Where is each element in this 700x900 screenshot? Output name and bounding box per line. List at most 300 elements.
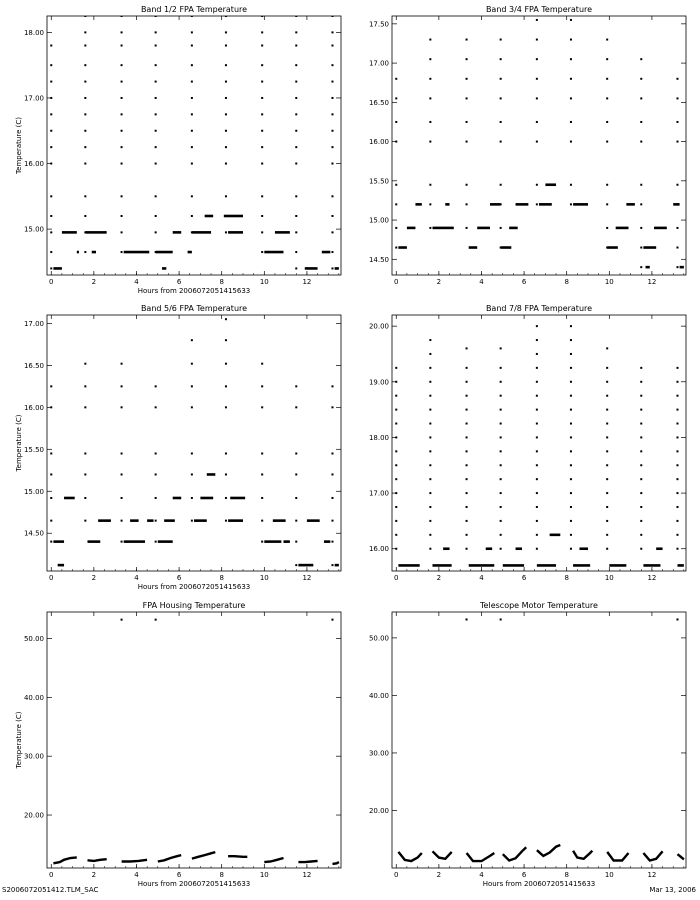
x-tick-label: 2 <box>436 278 442 286</box>
data-point <box>570 436 572 438</box>
data-point <box>640 367 642 369</box>
data-point <box>500 395 502 397</box>
chart-6 <box>369 601 686 888</box>
data-point <box>606 39 608 41</box>
data-run <box>643 246 656 249</box>
data-point <box>261 541 263 543</box>
data-point <box>640 203 642 205</box>
data-point <box>676 436 678 438</box>
data-point <box>676 266 678 268</box>
data-point <box>536 121 538 123</box>
data-run <box>307 519 320 522</box>
data-run <box>477 227 490 230</box>
data-run <box>415 203 421 206</box>
x-tick-label: 6 <box>521 278 527 286</box>
data-point <box>121 541 123 543</box>
data-point <box>121 45 123 47</box>
y-tick-label: 16.00 <box>368 138 389 147</box>
data-point <box>121 113 123 115</box>
data-point <box>225 520 227 522</box>
data-point <box>331 97 333 99</box>
data-trace <box>573 851 592 859</box>
data-point <box>676 464 678 466</box>
data-point <box>225 97 227 99</box>
y-tick-label: 16.50 <box>368 98 389 107</box>
data-point <box>466 58 468 60</box>
x-tick-label: 10 <box>259 871 269 879</box>
data-point <box>429 78 431 80</box>
data-point <box>570 58 572 60</box>
data-trace <box>678 854 684 859</box>
data-run <box>207 473 216 476</box>
data-layer <box>395 325 684 567</box>
data-run <box>264 251 283 254</box>
data-point <box>50 452 52 454</box>
data-point <box>261 497 263 499</box>
data-point <box>225 497 227 499</box>
data-point <box>466 548 468 550</box>
data-point <box>500 39 502 41</box>
data-point <box>500 450 502 452</box>
data-point <box>121 473 123 475</box>
data-run <box>398 246 407 249</box>
data-point <box>429 121 431 123</box>
data-point <box>640 121 642 123</box>
data-point <box>331 564 333 566</box>
data-point <box>295 215 297 217</box>
data-point <box>640 184 642 186</box>
data-trace <box>537 845 560 856</box>
data-point <box>466 39 468 41</box>
data-point <box>606 506 608 508</box>
data-trace <box>607 852 628 861</box>
data-run <box>87 540 100 543</box>
data-point <box>570 492 572 494</box>
data-point <box>155 146 157 148</box>
plot-frame <box>392 16 686 275</box>
x-tick-label: 12 <box>647 871 657 879</box>
data-point <box>570 39 572 41</box>
data-point <box>121 81 123 83</box>
data-run <box>609 564 626 567</box>
data-point <box>84 97 86 99</box>
y-tick-label: 16.00 <box>23 160 44 169</box>
data-point <box>121 0 123 1</box>
data-point <box>429 395 431 397</box>
data-point <box>606 121 608 123</box>
data-point <box>121 195 123 197</box>
data-point <box>466 141 468 143</box>
data-run <box>275 231 290 234</box>
data-run <box>677 564 683 567</box>
data-point <box>155 452 157 454</box>
x-tick-label: 8 <box>564 871 569 879</box>
data-point <box>676 450 678 452</box>
data-point <box>84 130 86 132</box>
data-point <box>606 141 608 143</box>
data-point <box>84 385 86 387</box>
data-point <box>121 97 123 99</box>
data-point <box>155 45 157 47</box>
x-tick-label: 10 <box>604 574 614 582</box>
data-point <box>570 423 572 425</box>
data-point <box>536 39 538 41</box>
data-run <box>188 251 192 254</box>
data-point <box>84 31 86 33</box>
data-point <box>121 497 123 499</box>
data-point <box>466 121 468 123</box>
data-point <box>225 31 227 33</box>
data-point <box>429 464 431 466</box>
x-tick-label: 12 <box>647 574 657 582</box>
data-point <box>536 339 538 341</box>
data-point <box>331 473 333 475</box>
data-point <box>50 163 52 165</box>
data-point <box>606 347 608 349</box>
data-point <box>225 452 227 454</box>
data-run <box>53 540 64 543</box>
data-point <box>84 251 86 253</box>
data-point <box>500 121 502 123</box>
data-point <box>676 409 678 411</box>
data-point <box>429 506 431 508</box>
data-run <box>98 519 111 522</box>
data-point <box>640 450 642 452</box>
x-tick-label: 0 <box>49 871 54 879</box>
x-tick-label: 12 <box>647 278 657 286</box>
data-point <box>225 363 227 365</box>
data-point <box>121 130 123 132</box>
x-tick-label: 4 <box>479 278 484 286</box>
data-point <box>121 251 123 253</box>
data-point <box>295 97 297 99</box>
data-point <box>225 195 227 197</box>
data-trace <box>643 851 662 860</box>
data-point <box>606 381 608 383</box>
data-point <box>331 163 333 165</box>
data-point <box>261 113 263 115</box>
data-point <box>155 619 157 621</box>
data-point <box>84 146 86 148</box>
data-point <box>640 58 642 60</box>
x-tick-label: 8 <box>564 278 569 286</box>
data-point <box>466 478 468 480</box>
y-tick-label: 20.00 <box>368 806 389 815</box>
data-point <box>500 618 502 620</box>
data-run <box>509 227 518 230</box>
data-trace <box>467 853 495 861</box>
data-point <box>536 367 538 369</box>
data-point <box>429 227 431 229</box>
data-point <box>331 130 333 132</box>
data-point <box>676 423 678 425</box>
data-point <box>191 146 193 148</box>
x-tick-label: 4 <box>479 871 484 879</box>
data-point <box>570 506 572 508</box>
data-trace <box>192 852 215 859</box>
plot-frame <box>47 16 341 275</box>
data-point <box>155 0 157 1</box>
data-point <box>261 97 263 99</box>
x-tick-label: 2 <box>91 574 97 582</box>
data-point <box>466 618 468 620</box>
data-run <box>545 183 556 186</box>
data-run <box>335 564 339 567</box>
chart-title: Band 3/4 FPA Temperature <box>485 5 593 14</box>
data-point <box>191 195 193 197</box>
data-point <box>84 473 86 475</box>
chart-title: Band 1/2 FPA Temperature <box>140 5 248 14</box>
y-tick-label: 40.00 <box>23 693 44 702</box>
data-point <box>536 353 538 355</box>
data-point <box>155 64 157 66</box>
data-point <box>500 478 502 480</box>
data-point <box>395 395 397 397</box>
chart-title: FPA Housing Temperature <box>142 601 246 610</box>
data-point <box>536 492 538 494</box>
data-point <box>640 506 642 508</box>
data-point <box>570 367 572 369</box>
data-trace <box>122 860 148 862</box>
data-point <box>429 353 431 355</box>
data-point <box>536 58 538 60</box>
data-trace <box>88 859 107 861</box>
data-point <box>536 19 538 21</box>
x-tick-label: 6 <box>176 871 182 879</box>
data-point <box>295 497 297 499</box>
data-point <box>191 385 193 387</box>
data-run <box>92 251 96 254</box>
chart-5 <box>15 601 341 888</box>
data-point <box>429 203 431 205</box>
data-point <box>191 64 193 66</box>
data-point <box>640 141 642 143</box>
data-point <box>121 385 123 387</box>
data-point <box>295 267 297 269</box>
data-point <box>295 564 297 566</box>
data-point <box>191 15 193 17</box>
x-tick-label: 4 <box>134 871 139 879</box>
data-point <box>295 163 297 165</box>
data-point <box>261 163 263 165</box>
x-tick-label: 6 <box>176 574 182 582</box>
y-axis-label: Temperature (C) <box>15 711 23 769</box>
data-trace <box>264 858 283 862</box>
data-point <box>466 436 468 438</box>
data-point <box>84 195 86 197</box>
data-point <box>395 520 397 522</box>
data-point <box>84 520 86 522</box>
data-point <box>500 409 502 411</box>
data-trace <box>158 855 181 861</box>
x-tick-label: 2 <box>436 574 442 582</box>
x-tick-label: 0 <box>49 574 54 582</box>
data-point <box>500 141 502 143</box>
y-tick-label: 50.00 <box>368 634 389 643</box>
data-point <box>191 0 193 1</box>
data-point <box>395 203 397 205</box>
data-point <box>640 520 642 522</box>
data-point <box>429 534 431 536</box>
y-tick-label: 18.00 <box>23 28 44 37</box>
data-run <box>573 203 588 206</box>
data-point <box>225 473 227 475</box>
data-trace <box>398 852 421 861</box>
data-point <box>225 163 227 165</box>
data-point <box>395 534 397 536</box>
data-point <box>570 478 572 480</box>
data-point <box>466 97 468 99</box>
data-run <box>654 227 667 230</box>
data-point <box>536 78 538 80</box>
data-point <box>225 113 227 115</box>
y-tick-label: 15.00 <box>23 225 44 234</box>
data-trace <box>503 847 526 860</box>
data-point <box>500 381 502 383</box>
data-point <box>50 130 52 132</box>
data-point <box>500 548 502 550</box>
data-point <box>331 231 333 233</box>
data-point <box>640 395 642 397</box>
data-point <box>225 130 227 132</box>
data-point <box>331 45 333 47</box>
data-point <box>640 436 642 438</box>
x-tick-label: 8 <box>219 871 224 879</box>
data-point <box>295 64 297 66</box>
data-point <box>331 81 333 83</box>
data-point <box>50 497 52 499</box>
data-point <box>295 520 297 522</box>
chart-1 <box>15 0 341 295</box>
data-point <box>606 548 608 550</box>
data-run <box>469 564 495 567</box>
data-point <box>429 367 431 369</box>
data-run <box>224 215 243 218</box>
data-run <box>77 251 79 254</box>
data-point <box>640 464 642 466</box>
data-point <box>155 31 157 33</box>
data-point <box>191 45 193 47</box>
data-point <box>261 473 263 475</box>
data-point <box>191 215 193 217</box>
data-run <box>469 246 478 249</box>
data-point <box>331 497 333 499</box>
data-point <box>331 541 333 543</box>
data-point <box>295 81 297 83</box>
data-trace <box>433 851 452 859</box>
data-point <box>50 385 52 387</box>
data-point <box>606 492 608 494</box>
data-point <box>536 325 538 327</box>
data-point <box>84 15 86 17</box>
data-run <box>228 519 243 522</box>
data-point <box>606 184 608 186</box>
data-run <box>398 564 419 567</box>
data-run <box>324 540 330 543</box>
data-point <box>331 385 333 387</box>
data-point <box>606 203 608 205</box>
data-point <box>676 97 678 99</box>
data-point <box>606 534 608 536</box>
data-point <box>500 184 502 186</box>
data-point <box>570 184 572 186</box>
data-point <box>295 15 297 17</box>
data-point <box>676 227 678 229</box>
data-point <box>570 548 572 550</box>
data-run <box>264 540 281 543</box>
data-point <box>570 325 572 327</box>
data-point <box>676 618 678 620</box>
y-tick-label: 30.00 <box>23 752 44 761</box>
y-tick-label: 30.00 <box>368 749 389 758</box>
data-point <box>191 406 193 408</box>
data-point <box>536 520 538 522</box>
data-point <box>331 146 333 148</box>
x-tick-label: 10 <box>604 871 614 879</box>
data-point <box>121 363 123 365</box>
data-point <box>466 520 468 522</box>
data-point <box>155 215 157 217</box>
data-run <box>443 547 449 550</box>
y-tick-label: 15.00 <box>23 487 44 496</box>
data-point <box>395 464 397 466</box>
data-point <box>466 492 468 494</box>
data-point <box>155 520 157 522</box>
footer-date: Mar 13, 2006 <box>649 886 696 894</box>
data-point <box>570 78 572 80</box>
x-tick-label: 0 <box>49 278 54 286</box>
data-point <box>500 520 502 522</box>
data-point <box>429 520 431 522</box>
data-run <box>205 215 214 218</box>
data-point <box>536 184 538 186</box>
data-run <box>192 231 211 234</box>
data-point <box>84 497 86 499</box>
data-point <box>606 395 608 397</box>
data-point <box>261 64 263 66</box>
data-point <box>640 492 642 494</box>
data-run <box>550 534 561 537</box>
data-point <box>500 58 502 60</box>
data-point <box>640 409 642 411</box>
data-run <box>173 231 182 234</box>
data-point <box>121 215 123 217</box>
data-point <box>640 266 642 268</box>
data-layer <box>53 619 339 864</box>
y-tick-label: 17.00 <box>23 319 44 328</box>
data-point <box>570 203 572 205</box>
data-point <box>429 423 431 425</box>
data-point <box>261 0 263 1</box>
y-tick-label: 18.00 <box>368 433 389 442</box>
data-point <box>155 81 157 83</box>
data-run <box>298 564 313 567</box>
data-point <box>295 130 297 132</box>
data-point <box>84 215 86 217</box>
data-point <box>536 395 538 397</box>
data-point <box>570 353 572 355</box>
data-run <box>573 564 590 567</box>
data-point <box>466 409 468 411</box>
data-run <box>283 540 289 543</box>
data-run <box>445 203 449 206</box>
data-point <box>676 548 678 550</box>
data-point <box>261 146 263 148</box>
data-point <box>191 130 193 132</box>
data-point <box>500 97 502 99</box>
data-point <box>50 195 52 197</box>
data-point <box>500 367 502 369</box>
